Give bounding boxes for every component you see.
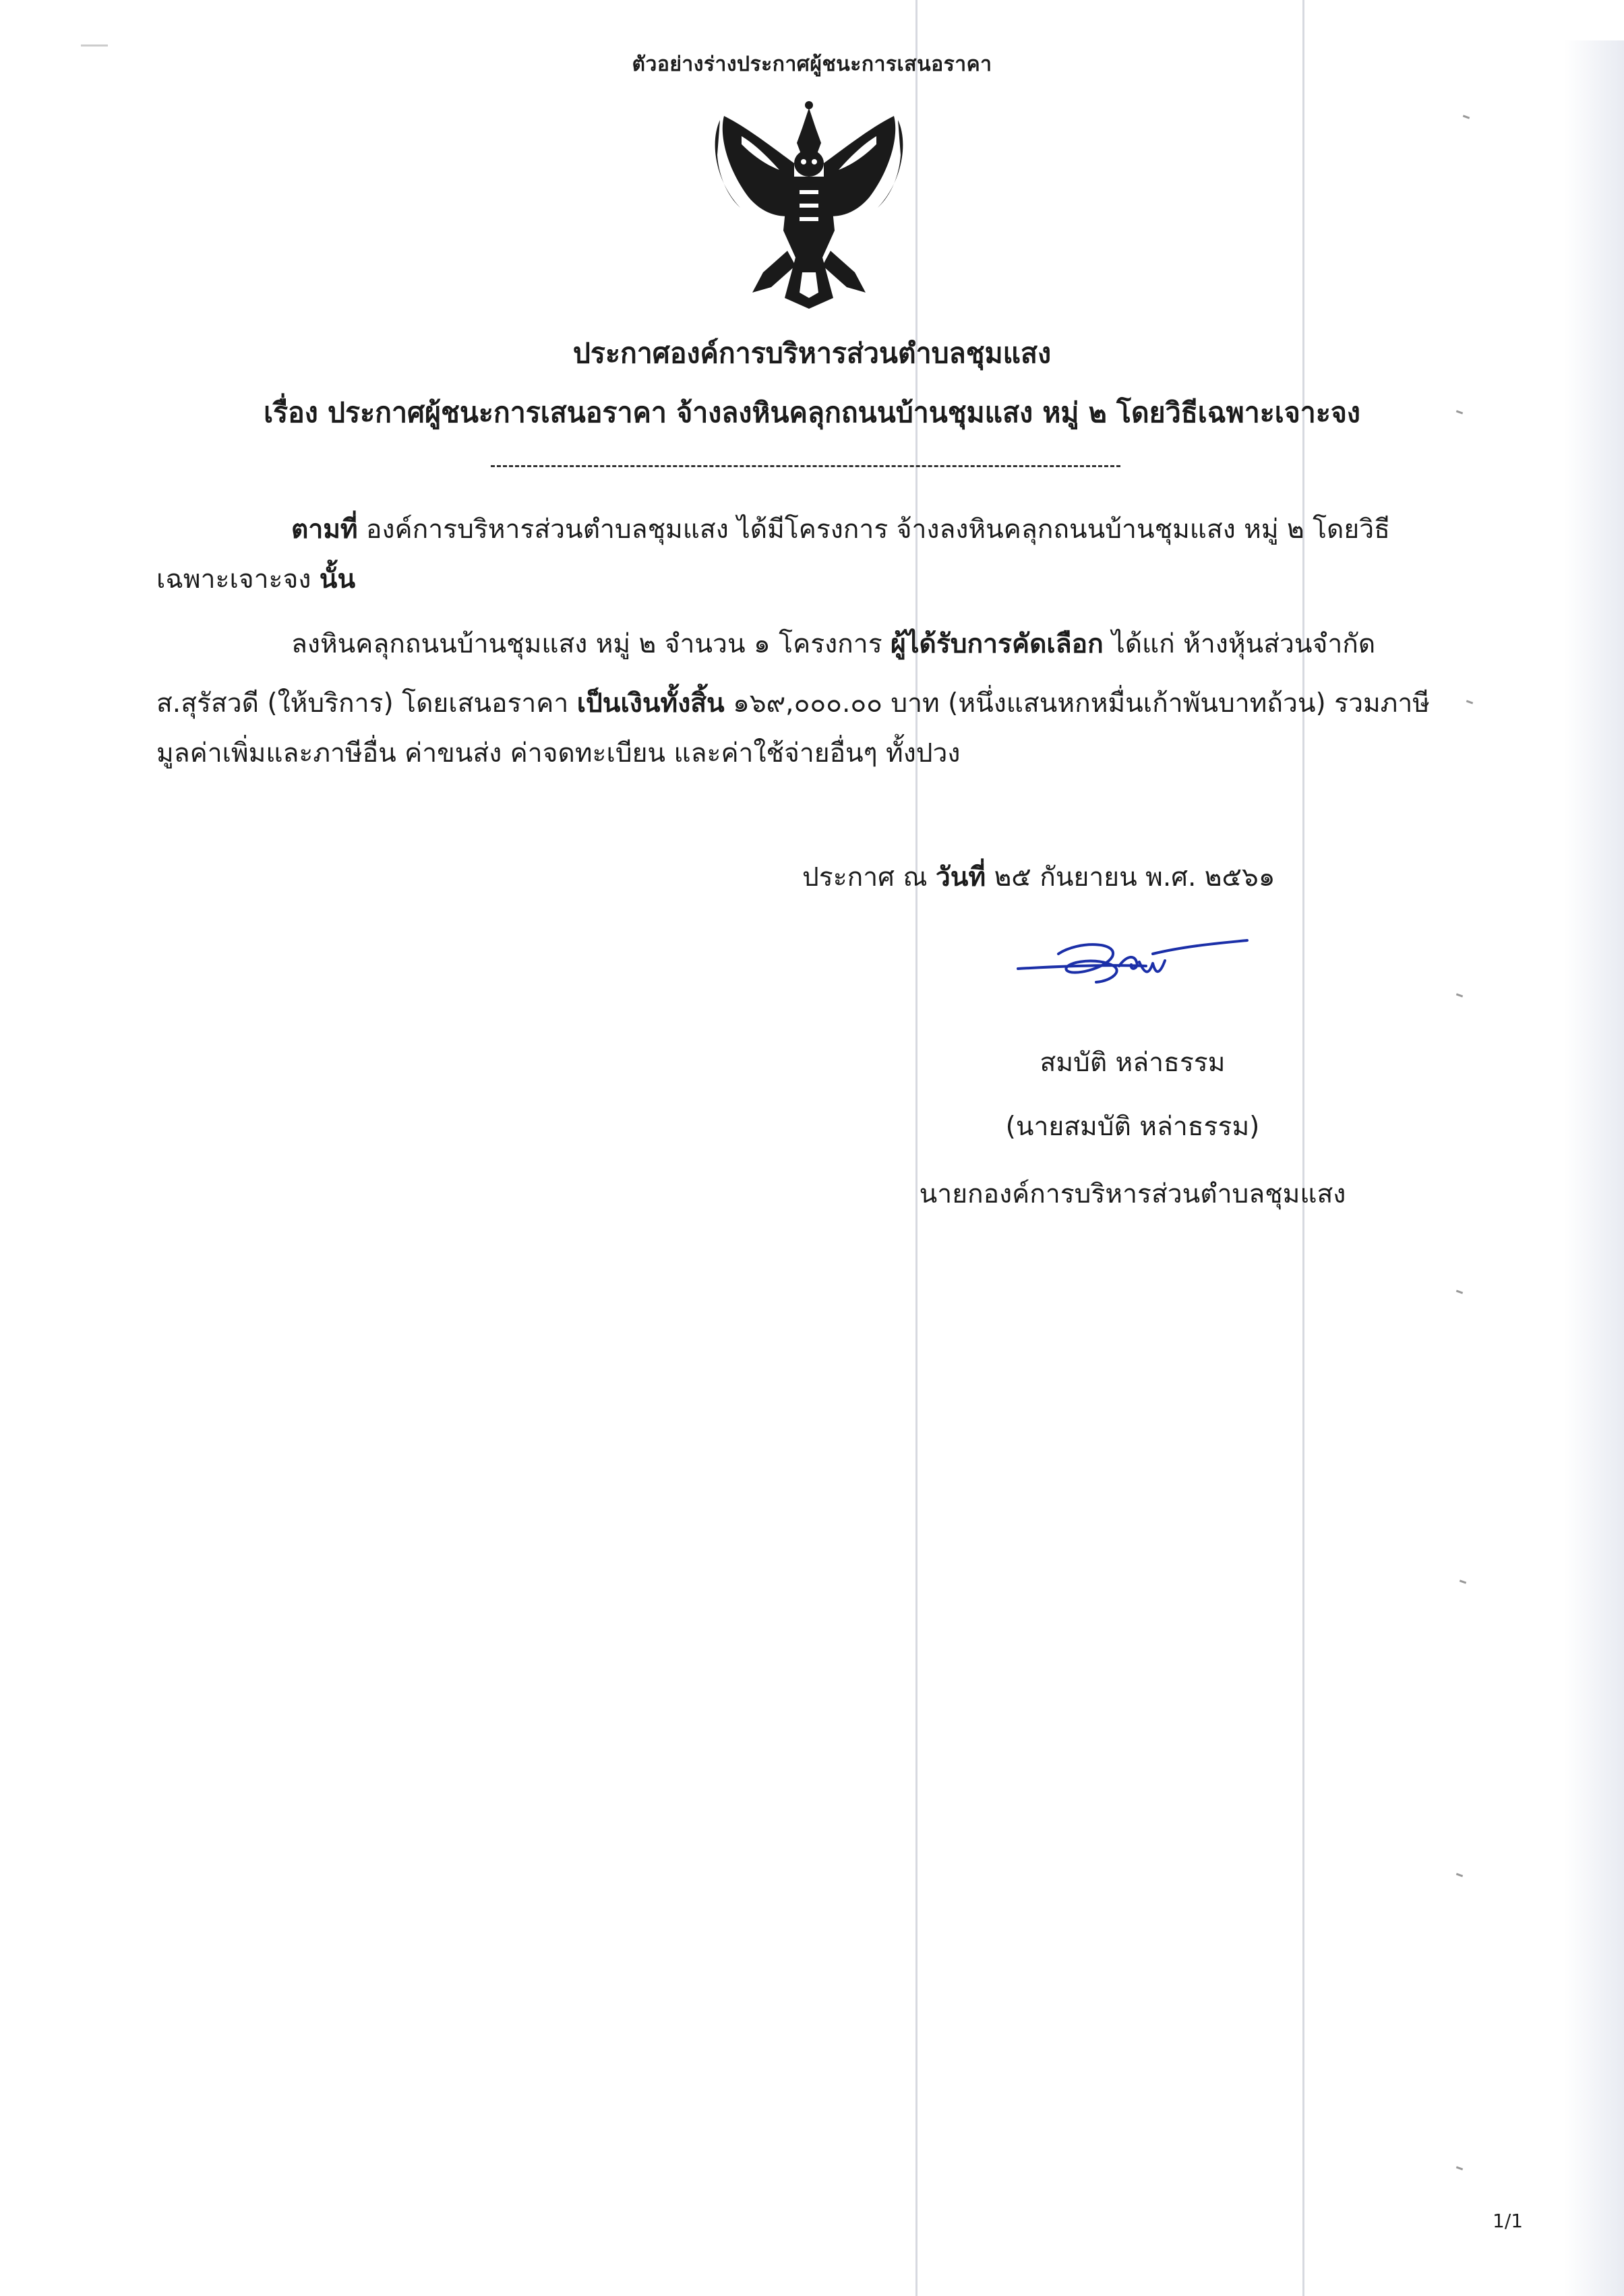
signatory-full-name: (นายสมบัติ หล่าธรรม): [1005, 1112, 1260, 1142]
page-number: 1/1: [1493, 2210, 1524, 2232]
paragraph-2-line-1-end: ได้แก่ ห้างหุ้นส่วนจำกัด: [1103, 629, 1376, 659]
paragraph-2-line-2-end: ๑๖๙,๐๐๐.๐๐ บาท (หนึ่งแสนหกหมื่นเก้าพันบาทถ้วน) รวมภาษี: [724, 688, 1430, 719]
paragraph-2-line-2: [156, 690, 1430, 717]
paragraph-2-line-1-start: ลงหินคลุกถนนบ้านชุมแสง หมู่ ๒ จำนวน ๑ โครงการ: [291, 629, 891, 659]
scan-speck: [1456, 993, 1463, 997]
paragraph-2-line-1: [291, 631, 1375, 658]
document-title: ประกาศองค์การบริหารส่วนตำบลชุมแสง: [572, 337, 1052, 369]
signatory-signature-name: สมบัติ หล่าธรรม: [1040, 1048, 1226, 1078]
paragraph-1-line-1-text: องค์การบริหารส่วนตำบลชุมแสง ได้มีโครงการ จ้างลงหินคลุกถนนบ้านชุมแสง หมู่ ๒ โดยวิธี: [357, 514, 1390, 545]
signatory-position: นายกองค์การบริหารส่วนตำบลชุมแสง: [919, 1179, 1346, 1209]
garuda-emblem-icon: [701, 96, 917, 311]
paragraph-1-line-2: [156, 566, 355, 593]
scan-speck: [81, 44, 108, 47]
paragraph-1-line-1: [291, 516, 1390, 543]
handwritten-signature: [1011, 927, 1254, 1001]
paragraph-2-line-2-start: ส.สุรัสวดี (ให้บริการ) โดยเสนอราคา: [156, 688, 577, 719]
announcement-prefix: ประกาศ ณ: [802, 862, 936, 893]
paragraph-1-lead: ตามที่: [291, 514, 358, 545]
scan-speck: [1466, 700, 1473, 704]
paragraph-1-line-2-text: เฉพาะเจาะจง: [156, 564, 320, 595]
scan-speck: [1456, 2166, 1463, 2170]
announcement-date: [802, 856, 1275, 898]
scan-speck: [1463, 115, 1470, 119]
paragraph-2-line-1-bold: ผู้ได้รับการคัดเลือก: [891, 629, 1104, 659]
scan-speck: [1456, 1290, 1463, 1294]
announcement-date-value: ๒๕ กันยายน พ.ศ. ๒๕๖๑: [986, 862, 1275, 893]
document-subject: เรื่อง ประกาศผู้ชนะการเสนอราคา จ้างลงหินคลุกถนนบ้านชุมแสง หมู่ ๒ โดยวิธีเฉพาะเจาะจง: [264, 396, 1360, 429]
scan-edge-shade: [1564, 40, 1624, 2296]
paragraph-2-line-3: มูลค่าเพิ่มและภาษีอื่น ค่าขนส่ง ค่าจดทะเบียน และค่าใช้จ่ายอื่นๆ ทั้งปวง: [156, 738, 961, 768]
paragraph-1-line-2-end: นั้น: [319, 564, 356, 595]
announcement-date-label: วันที่: [935, 862, 986, 893]
separator-line: [491, 465, 1120, 467]
scan-speck: [1456, 1873, 1463, 1877]
scan-speck: [1460, 1579, 1466, 1583]
draft-header-note: ตัวอย่างร่างประกาศผู้ชนะการเสนอราคา: [632, 53, 992, 76]
paragraph-2-line-2-bold: เป็นเงินทั้งสิ้น: [576, 688, 725, 719]
